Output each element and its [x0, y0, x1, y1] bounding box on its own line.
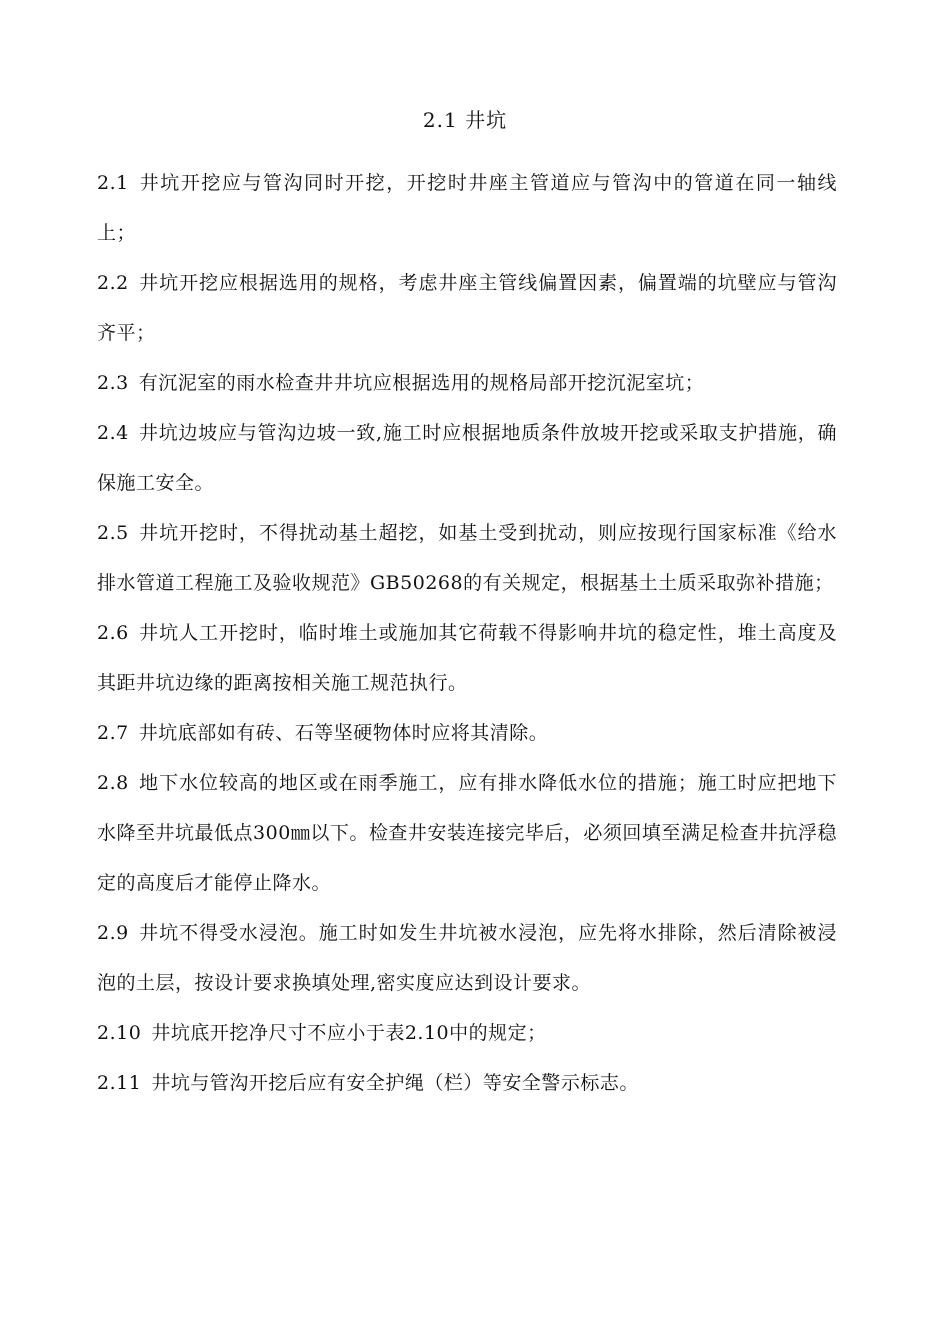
clause-number: 2.4: [97, 422, 129, 444]
clause-number: 2.7: [97, 722, 129, 744]
clause-number: 2.9: [97, 922, 129, 944]
clause-list: [97, 158, 837, 1108]
clause-text: 井坑开挖应与管沟同时开挖，开挖时井座主管道应与管沟中的管道在同一轴线上；: [97, 172, 837, 244]
clause-number: 2.6: [97, 622, 129, 644]
clause-2-4: [97, 408, 837, 508]
clause-number: 2.2: [97, 272, 129, 294]
clause-text: 井坑底部如有砖、石等坚硬物体时应将其清除。: [138, 722, 549, 744]
clause-2-8: [97, 758, 837, 908]
clause-text: 井坑开挖时，不得扰动基土超挖，如基土受到扰动，则应按现行国家标准《给水排水管道工程施工及验收规范》GB50268的有关规定，根据基土土质采取弥补措施；: [97, 522, 837, 594]
clause-number: 2.11: [97, 1072, 142, 1094]
clause-2-1: [97, 158, 837, 258]
clause-text: 井坑不得受水浸泡。施工时如发生井坑被水浸泡，应先将水排除，然后清除被浸泡的土层，按设计要求换填处理,密实度应达到设计要求。: [97, 922, 837, 994]
clause-number: 2.10: [97, 1022, 142, 1044]
clause-text: 井坑人工开挖时，临时堆土或施加其它荷载不得影响井坑的稳定性，堆土高度及其距井坑边缘的距离按相关施工规范执行。: [97, 622, 837, 694]
clause-text: 地下水位较高的地区或在雨季施工，应有排水降低水位的措施；施工时应把地下水降至井坑最低点300㎜以下。检查井安装连接完毕后，必须回填至满足检查井抗浮稳定的高度后才能停止降水。: [97, 772, 837, 894]
clause-text: 井坑边坡应与管沟边坡一致,施工时应根据地质条件放坡开挖或采取支护措施，确保施工安全。: [97, 422, 837, 494]
clause-2-2: [97, 258, 837, 358]
clause-text: 井坑开挖应根据选用的规格，考虑井座主管线偏置因素，偏置端的坑壁应与管沟齐平；: [97, 272, 837, 344]
clause-number: 2.1: [97, 172, 129, 194]
section-title: 2.1 井坑: [422, 108, 508, 132]
clause-2-5: [97, 508, 837, 608]
clause-2-11: [97, 1058, 837, 1108]
clause-2-3: [97, 358, 837, 408]
clause-text: 井坑与管沟开挖后应有安全护绳（栏）等安全警示标志。: [151, 1072, 639, 1094]
clause-number: 2.3: [97, 372, 129, 394]
clause-2-6: [97, 608, 837, 708]
clause-2-10: [97, 1008, 837, 1058]
clause-2-9: [97, 908, 837, 1008]
clause-text: 井坑底开挖净尺寸不应小于表2.10中的规定；: [151, 1022, 547, 1044]
clause-number: 2.5: [97, 522, 129, 544]
clause-2-7: [97, 708, 837, 758]
clause-number: 2.8: [97, 772, 129, 794]
clause-text: 有沉泥室的雨水检查井井坑应根据选用的规格局部开挖沉泥室坑；: [138, 372, 705, 394]
